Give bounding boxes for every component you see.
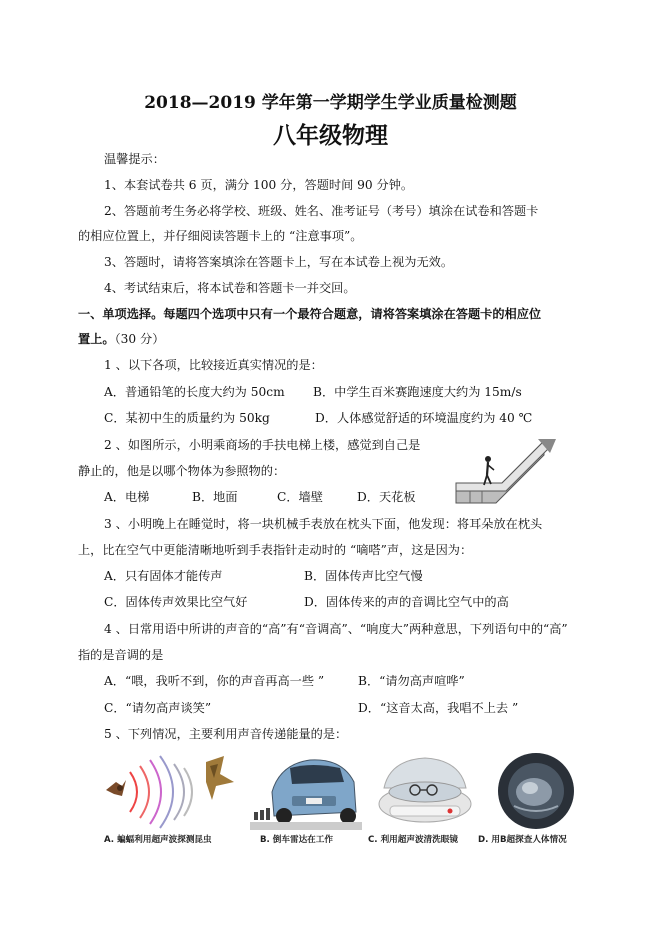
q4-option-a: A．“喂，我听不到，你的声音再高一些 ” [104,674,325,688]
q4-option-b: B．“请勿高声喧哗” [358,674,465,688]
tip-item-3: 3、答题时，请将答案填涂在答题卡上，写在本试卷上视为无效。 [104,255,454,269]
q3-option-b: B．固体传声比空气慢 [304,569,423,583]
q2-stem-line1: 2 、如图所示，小明乘商场的手扶电梯上楼，感觉到自己是 [104,438,421,452]
figure-caption-b: B. 倒车雷达在工作 [260,835,333,845]
tips-heading: 温馨提示： [104,152,165,166]
q3-option-a: A．只有固体才能传声 [104,569,223,583]
figure-caption-d: D. 用B超探查人体情况 [478,835,567,845]
q3-option-c: C．固体传声效果比空气好 [104,595,248,609]
car-radar-figure [250,752,362,830]
section-heading-line2-text: 置上。 [78,332,115,346]
tip-item-4: 4、考试结束后，将本试卷和答题卡一并交回。 [104,281,356,295]
section-score: （30 分） [114,332,165,346]
q1-option-a: A．普通铅笔的长度大约为 50cm [104,385,285,399]
section-heading-line1: 一、单项选择。每题四个选项中只有一个最符合题意，请将答案填涂在答题卡的相应位 [78,307,542,321]
bat-ultrasound-figure [102,752,242,830]
q4-stem-line1: 4 、日常用语中所讲的声音的“高”有“音调高”、“响度大”两种意思，下列语句中的“高” [104,622,568,636]
q3-stem-line1: 3 、小明晚上在睡觉时，将一块机械手表放在枕头下面，他发现：将耳朵放在枕头 [104,517,543,531]
tip-item-2: 2、答题前考生务必将学校、班级、姓名、准考证号（考号）填涂在试卷和答题卡 [104,204,539,218]
section-heading-line2 [78,331,164,347]
q1-option-d: D．人体感觉舒适的环境温度约为 40 ℃ [315,411,533,425]
q2-option-a: A．电梯 [104,490,150,504]
q1-option-b: B．中学生百米赛跑速度大约为 15m/s [313,385,522,399]
figure-caption-a: A. 蝙蝠利用超声波探测昆虫 [104,835,212,845]
exam-title: 2018—2019 学年第一学期学生学业质量检测题 [144,93,517,113]
q4-option-d: D．“这音太高，我唱不上去 ” [358,701,519,715]
exam-subtitle: 八年级物理 [273,122,388,149]
q2-option-c: C．墙壁 [277,490,323,504]
q5-stem: 5 、下列情况，主要利用声音传递能量的是： [104,727,348,741]
q2-option-b: B．地面 [192,490,238,504]
q3-option-d: D．固体传来的声的音调比空气中的高 [304,595,509,609]
q2-option-d: D．天花板 [357,490,416,504]
q1-option-c: C．某初中生的质量约为 50kg [104,411,270,425]
q2-stem-line2: 静止的，他是以哪个物体为参照物的： [78,464,286,478]
figure-caption-c: C. 利用超声波清洗眼镜 [368,835,458,845]
tip-item-2-cont: 的相应位置上，并仔细阅读答题卡上的 “注意事项”。 [78,229,363,243]
q4-stem-line2: 指的是音调的是 [78,648,164,662]
escalator-figure [452,433,562,507]
b-ultrasound-figure [484,752,588,830]
q1-stem: 1 、以下各项，比较接近真实情况的是： [104,358,323,372]
q4-option-c: C．“请勿高声谈笑” [104,701,212,715]
q3-stem-line2: 上，比在空气中更能清晰地听到手表指针走动时的 “嘀嗒”声，这是因为： [78,543,473,557]
tip-item-1: 1、本套试卷共 6 页，满分 100 分，答题时间 90 分钟。 [104,178,414,192]
ultrasonic-cleaner-figure [370,752,480,830]
